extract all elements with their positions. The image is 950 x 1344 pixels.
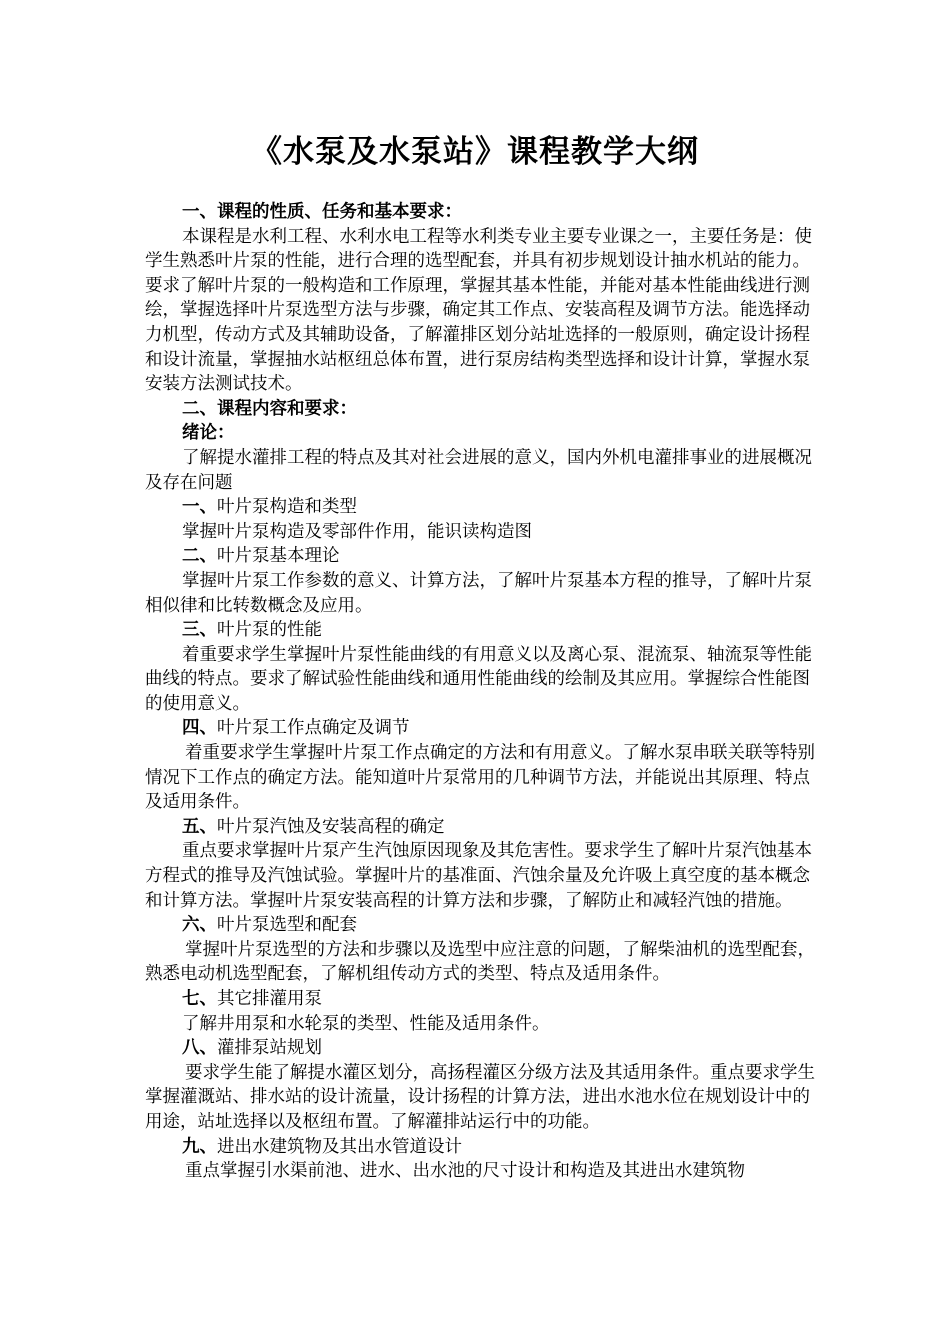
chapter-heading — [145, 913, 817, 938]
intro-label: 绪论： — [182, 423, 235, 444]
chapter-number: 一、 — [182, 497, 217, 518]
chapter-number: 九、 — [182, 1136, 217, 1157]
chapter-name: 其它排灌用泵 — [217, 989, 322, 1009]
chapter-heading — [145, 495, 817, 520]
page-title: 《水泵及水泵站》课程教学大纲 — [251, 134, 699, 170]
chapter-name: 进出水建筑物及其出水管道设计 — [217, 1136, 462, 1157]
chapter-text: 着重要求学生掌握叶片泵工作点确定的方法和有用意义。了解水泵串联关联等特别情况下工作点的确定方法。能知道叶片泵常用的几种调节方法，并能说出其原理、特点及适用条件。 — [145, 743, 815, 813]
chapter-heading — [145, 1036, 817, 1061]
chapter-number: 五、 — [182, 816, 217, 837]
chapter-name: 灌排泵站规划 — [217, 1038, 322, 1059]
chapter-name: 叶片泵汽蚀及安装高程的确定 — [217, 816, 445, 837]
section-heading: 一、课程的性质、任务和基本要求： — [182, 202, 462, 222]
chapter-text: 着重要求学生掌握叶片泵性能曲线的有用意义以及离心泵、混流泵、轴流泵等性能曲线的特点。要求了解试验性能曲线和通用性能曲线的绘制及其应用。掌握综合性能图的使用意义。 — [145, 644, 812, 714]
chapter-number: 八、 — [182, 1038, 217, 1059]
chapter-name: 叶片泵的性能 — [217, 620, 322, 641]
chapter-heading — [145, 987, 817, 1012]
section-paragraph: 本课程是水利工程、水利水电工程等水利类专业主要专业课之一，主要任务是：使学生熟悉叶片泵的性能，进行合理的选型配套，并具有初步规划设计抽水机站的能力。要求了解叶片泵的一般构造和工作原理，掌握其基本性能，并能对基本性能曲线进行测绘，掌握选择叶片泵选型方法与步骤，确定其工作点、安装高程及调节方法。能选择动力机型，传动方式及其辅助设备，了解灌排区划分站址选择的一般原则，确定设计扬程和设计流量，掌握抽水站枢纽总体布置，进行泵房结构类型选择和设计计算，掌握水泵安装方法测试技术。 — [145, 226, 812, 395]
intro-text: 了解提水灌排工程的特点及其对社会进展的意义，国内外机电灌排事业的进展概况及存在问题 — [145, 447, 812, 493]
chapter-number: 六、 — [182, 915, 217, 936]
chapter-text: 要求学生能了解提水灌区划分，高扬程灌区分级方法及其适用条件。重点要求学生掌握灌溉站、排水站的设计流量，设计扬程的计算方法，进出水池水位在规划设计中的用途，站址选择以及枢纽布置。了解灌排站运行中的功能。 — [145, 1062, 815, 1132]
chapter-number: 四、 — [182, 718, 217, 739]
chapter-number: 七、 — [182, 989, 217, 1009]
chapter-number: 三、 — [182, 620, 217, 641]
chapter-text: 重点掌握引水渠前池、进水、出水池的尺寸设计和构造及其进出水建筑物 — [185, 1161, 745, 1182]
chapter-heading — [145, 1135, 817, 1160]
document-body — [145, 200, 817, 1184]
section-heading: 二、课程内容和要求： — [182, 398, 357, 419]
chapter-heading — [145, 544, 817, 569]
chapter-heading — [145, 815, 817, 840]
chapter-name: 叶片泵构造和类型 — [217, 497, 357, 518]
chapter-text: 掌握叶片泵工作参数的意义、计算方法，了解叶片泵基本方程的推导，了解叶片泵相似律和比转数概念及应用。 — [145, 570, 812, 616]
chapter-name: 叶片泵基本理论 — [217, 546, 340, 567]
chapter-name: 叶片泵选型和配套 — [217, 915, 357, 936]
chapter-heading — [145, 618, 817, 643]
chapter-text: 掌握叶片泵选型的方法和步骤以及选型中应注意的问题，了解柴油机的选型配套，熟悉电动机选型配套，了解机组传动方式的类型、特点及适用条件。 — [145, 939, 815, 985]
chapter-number: 二、 — [182, 546, 217, 567]
chapter-heading — [145, 716, 817, 741]
chapter-name: 叶片泵工作点确定及调节 — [217, 718, 410, 739]
chapter-text: 重点要求掌握叶片泵产生汽蚀原因现象及其危害性。要求学生了解叶片泵汽蚀基本方程式的推导及汽蚀试验。掌握叶片的基准面、汽蚀余量及允许吸上真空度的基本概念和计算方法。掌握叶片泵安装高程的计算方法和步骤，了解防止和减轻汽蚀的措施。 — [145, 841, 812, 911]
chapter-text: 掌握叶片泵构造及零部件作用，能识读构造图 — [182, 521, 532, 542]
chapter-text: 了解井用泵和水轮泵的类型、性能及适用条件。 — [182, 1013, 550, 1034]
